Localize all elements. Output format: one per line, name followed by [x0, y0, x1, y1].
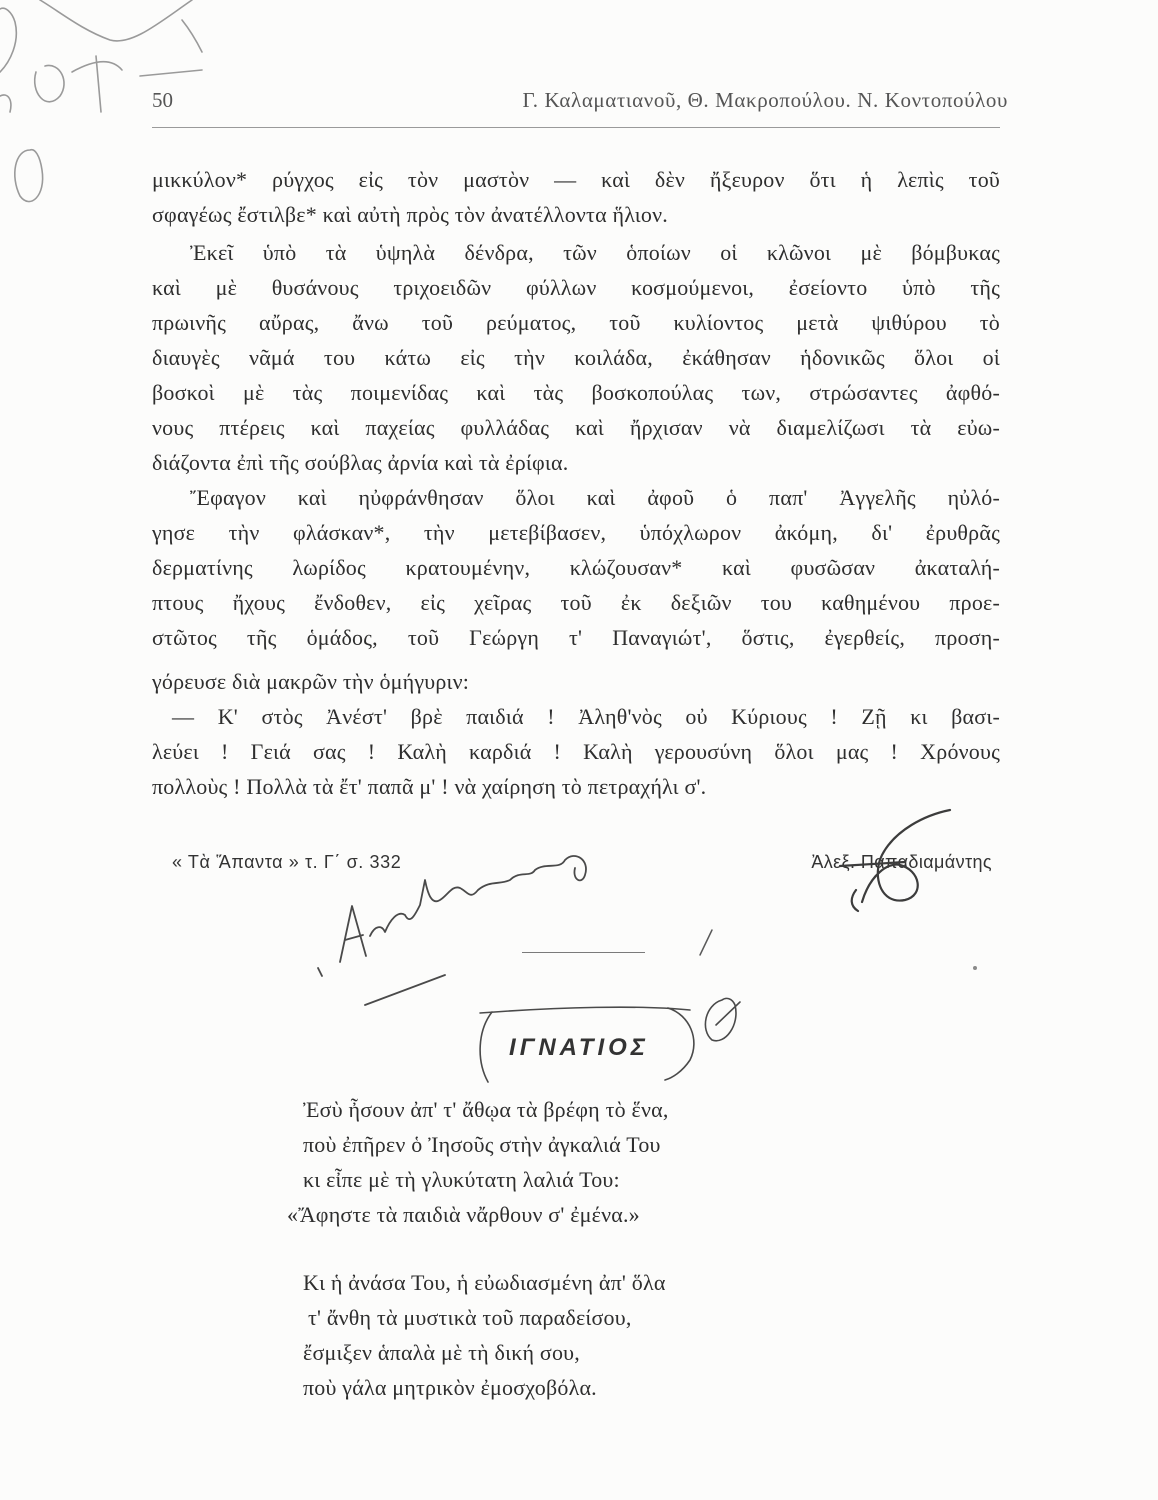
pen-marks-misc: [700, 930, 977, 970]
poem-line: ποὺ ἐπῆρεν ὁ Ἰησοῦς στὴν ἀγκαλιά Του: [303, 1132, 661, 1157]
source-author: Ἀλεξ. Παπαδιαμάντης: [811, 852, 992, 872]
poem-title: ΙΓΝΑΤΙΟΣ: [509, 1034, 649, 1061]
prose-line: γησε τὴν φλάσκαν*, τὴν μετεβίβασεν, ὑπόχλωρον ἀκόμη, δι' ἐρυθρᾶς: [152, 520, 1000, 545]
source-attribution: [172, 850, 992, 874]
pen-scribble-analysis: [318, 856, 586, 1005]
prose-line: μικκύλον* ρύγχος εἰς τὸν μαστὸν — καὶ δὲν ἤξευρον ὅτι ἡ λεπὶς τοῦ: [152, 167, 1000, 192]
prose-line: σφαγέως ἔστιλβε* καὶ αὐτὴ πρὸς τὸν ἀνατέλλοντα ἥλιον.: [152, 202, 668, 227]
section-divider: [522, 952, 645, 953]
source-citation: « Τὰ Ἅπαντα » τ. Γ΄ σ. 332: [172, 852, 402, 872]
poem: [287, 1092, 863, 1405]
prose-line: πρωινῆς αὔρας, ἄνω τοῦ ρεύματος, τοῦ κυλίοντος μετὰ ψιθύρου τὸ: [152, 310, 1000, 335]
page-number: 50: [152, 88, 173, 112]
poem-line: κι εἶπε μὲ τὴ γλυκύτατη λαλιά Του:: [303, 1167, 620, 1192]
prose-line: γόρευσε διὰ μακρῶν τὴν ὁμήγυριν:: [152, 669, 470, 694]
prose-line: — Κ' στὸς Ἀνέστ' βρὲ παιδιά ! Ἀληθ'νὸς οὐ Κύριους ! Ζῇ κι βασι-: [172, 704, 1000, 729]
poem-line: ποὺ γάλα μητρικὸν ἐμοσχοβόλα.: [303, 1375, 597, 1400]
poem-line: «Ἄφηστε τὰ παιδιὰ νἄρθουν σ' ἐμένα.»: [287, 1202, 640, 1227]
prose-line: καὶ μὲ θυσάνους τριχοειδῶν φύλλων κοσμούμενοι, ἐσείοντο ὑπὸ τῆς: [152, 275, 1000, 300]
prose-line: Ἔφαγον καὶ ηὐφράνθησαν ὅλοι καὶ ἀφοῦ ὁ παπ' Ἀγγελῆς ηὐλό-: [190, 485, 1000, 510]
prose-line: πολλοὺς ! Πολλὰ τὰ ἔτ' παπᾶ μ' ! νὰ χαίρηση τὸ πετραχήλι σ'.: [152, 774, 707, 799]
prose-line: Ἐκεῖ ὑπὸ τὰ ὑψηλὰ δένδρα, τῶν ὁποίων οἱ κλῶνοι μὲ βόμβυκας: [190, 240, 1000, 265]
prose-line: δερματίνης λωρίδος κρατουμένην, κλώζουσαν* καὶ φυσῶσαν ἀκαταλή-: [152, 555, 1000, 580]
prose-line: λεύει ! Γειά σας ! Καλὴ καρδιά ! Καλὴ γερουσύνη ὅλοι μας ! Χρόνους: [152, 739, 1000, 764]
header-rule: [152, 127, 1000, 128]
prose-line: πτους ἤχους ἔνδοθεν, εἰς χεῖρας τοῦ ἐκ δεξιῶν του καθημένου προε-: [152, 590, 1000, 615]
prose-line: διαυγὲς νᾶμά του κάτω εἰς τὴν κοιλάδα, ἐκάθησαν ἡδονικῶς ὅλοι οἱ: [152, 345, 1000, 370]
prose-line: στῶτος τῆς ὁμάδος, τοῦ Γεώργη τ' Παναγιώτ', ὅστις, ἐγερθείς, προση-: [152, 625, 1000, 650]
prose-passage: [152, 162, 1000, 804]
prose-line: νους πτέρεις καὶ παχείας φυλλάδας καὶ ἤρχισαν νὰ διαμελίζωσι τὰ εὐω-: [152, 415, 1000, 440]
poem-line: ἔσμιξεν ἁπαλὰ μὲ τὴ δική σου,: [303, 1340, 580, 1365]
poem-line: Κι ἡ ἀνάσα Του, ἡ εὐωδιασμένη ἀπ' ὅλα: [303, 1270, 666, 1295]
header-authors: Γ. Καλαματιανοῦ, Θ. Μακροπούλου. Ν. Κοντοπούλου: [522, 88, 1008, 112]
poem-line: τ' ἄνθη τὰ μυστικὰ τοῦ παραδείσου,: [308, 1305, 632, 1330]
poem-line: Ἐσὺ ἦσουν ἀπ' τ' ἄθῳα τὰ βρέφη τὸ ἕνα,: [303, 1097, 669, 1122]
running-header: [152, 86, 1008, 114]
prose-line: διάζοντα ἐπὶ τῆς σούβλας ἀρνία καὶ τὰ ἐρίφια.: [152, 450, 569, 475]
prose-line: βοσκοὶ μὲ τὰς ποιμενίδας καὶ τὰς βοσκοπούλας των, στρώσαντες ἀφθό-: [152, 380, 1000, 405]
